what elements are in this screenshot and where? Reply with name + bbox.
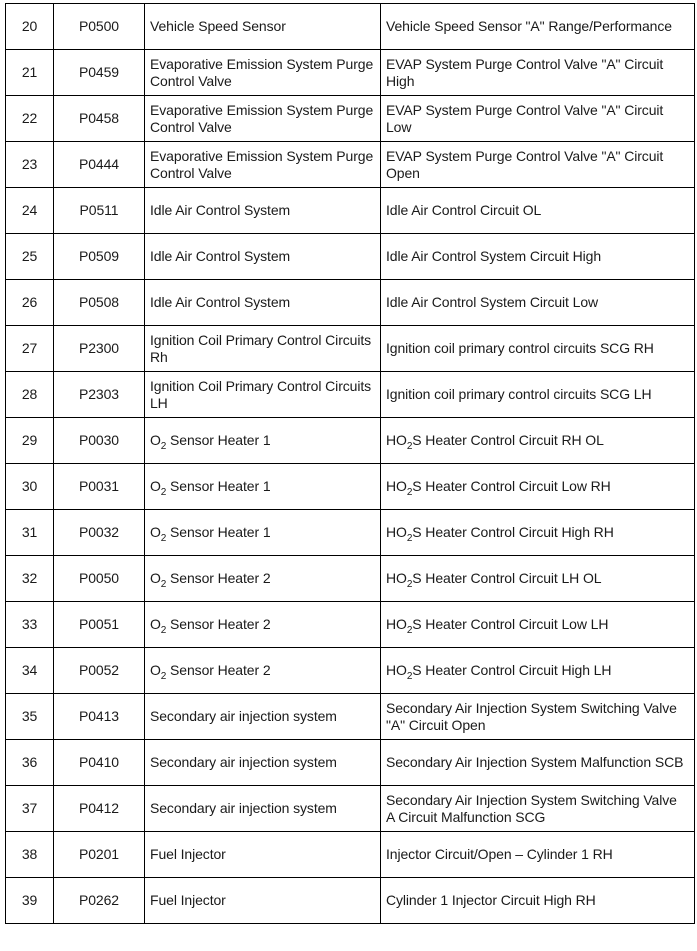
table-row	[6, 602, 695, 648]
component-name-subscript: 2	[160, 441, 167, 452]
table-row	[6, 556, 695, 602]
fault-description	[381, 510, 695, 556]
fault-description: EVAP System Purge Control Valve "A" Circuit High	[381, 50, 695, 96]
component-name-subscript: 2	[160, 671, 167, 682]
component-name: Evaporative Emission System Purge Control Valve	[145, 50, 381, 96]
dtc-code: P0032	[54, 510, 145, 556]
dtc-code: P2303	[54, 372, 145, 418]
row-number: 37	[6, 786, 54, 832]
fault-description-prefix: HO	[386, 524, 407, 540]
dtc-code: P0412	[54, 786, 145, 832]
table-row	[6, 50, 695, 96]
fault-description-prefix: HO	[386, 478, 407, 494]
row-number: 32	[6, 556, 54, 602]
row-number: 35	[6, 694, 54, 740]
table-row	[6, 878, 695, 924]
fault-description: Ignition coil primary control circuits SCG LH	[381, 372, 695, 418]
component-name-prefix: O	[150, 570, 161, 586]
component-name	[145, 556, 381, 602]
component-name-suffix: Sensor Heater 2	[166, 570, 271, 586]
fault-description: Secondary Air Injection System Malfunction SCB	[381, 740, 695, 786]
fault-description-prefix: HO	[386, 570, 407, 586]
dtc-code: P2300	[54, 326, 145, 372]
fault-description: Secondary Air Injection System Switching Valve A Circuit Malfunction SCG	[381, 786, 695, 832]
fault-description: Idle Air Control System Circuit High	[381, 234, 695, 280]
table-row	[6, 510, 695, 556]
table-row	[6, 740, 695, 786]
fault-description-subscript: 2	[406, 671, 413, 682]
dtc-code: P0508	[54, 280, 145, 326]
component-name-subscript: 2	[160, 579, 167, 590]
component-name-suffix: Sensor Heater 1	[166, 524, 271, 540]
dtc-code: P0500	[54, 4, 145, 50]
fault-description-suffix: S Heater Control Circuit LH OL	[412, 570, 602, 586]
table-row	[6, 188, 695, 234]
row-number: 31	[6, 510, 54, 556]
fault-description-suffix: S Heater Control Circuit Low LH	[412, 616, 609, 632]
dtc-code: P0444	[54, 142, 145, 188]
fault-description-prefix: HO	[386, 616, 407, 632]
table-row	[6, 464, 695, 510]
component-name-suffix: Sensor Heater 1	[166, 432, 271, 448]
table-row	[6, 96, 695, 142]
component-name: Idle Air Control System	[145, 280, 381, 326]
fault-description: EVAP System Purge Control Valve "A" Circuit Open	[381, 142, 695, 188]
row-number: 20	[6, 4, 54, 50]
fault-description-prefix: HO	[386, 662, 407, 678]
row-number: 26	[6, 280, 54, 326]
component-name	[145, 510, 381, 556]
row-number: 28	[6, 372, 54, 418]
component-name: Secondary air injection system	[145, 740, 381, 786]
component-name-subscript: 2	[160, 625, 167, 636]
dtc-code: P0031	[54, 464, 145, 510]
dtc-table-body	[6, 4, 695, 924]
table-row	[6, 832, 695, 878]
fault-description-suffix: S Heater Control Circuit High LH	[412, 662, 612, 678]
component-name-prefix: O	[150, 478, 161, 494]
dtc-code: P0201	[54, 832, 145, 878]
fault-description: Ignition coil primary control circuits SCG RH	[381, 326, 695, 372]
row-number: 36	[6, 740, 54, 786]
table-row	[6, 372, 695, 418]
component-name: Fuel Injector	[145, 832, 381, 878]
dtc-code: P0051	[54, 602, 145, 648]
fault-description: Idle Air Control Circuit OL	[381, 188, 695, 234]
fault-description	[381, 464, 695, 510]
table-row	[6, 326, 695, 372]
component-name	[145, 418, 381, 464]
component-name: Evaporative Emission System Purge Control Valve	[145, 96, 381, 142]
row-number: 34	[6, 648, 54, 694]
component-name: Ignition Coil Primary Control Circuits LH	[145, 372, 381, 418]
component-name-subscript: 2	[160, 533, 167, 544]
table-row	[6, 418, 695, 464]
dtc-code: P0262	[54, 878, 145, 924]
component-name-subscript: 2	[160, 487, 167, 498]
component-name: Ignition Coil Primary Control Circuits Rh	[145, 326, 381, 372]
dtc-table	[5, 3, 695, 924]
component-name	[145, 602, 381, 648]
row-number: 23	[6, 142, 54, 188]
table-row	[6, 4, 695, 50]
fault-description-suffix: S Heater Control Circuit High RH	[412, 524, 614, 540]
fault-description: Cylinder 1 Injector Circuit High RH	[381, 878, 695, 924]
fault-description	[381, 556, 695, 602]
fault-description-subscript: 2	[406, 441, 413, 452]
dtc-code: P0052	[54, 648, 145, 694]
component-name: Secondary air injection system	[145, 786, 381, 832]
row-number: 38	[6, 832, 54, 878]
fault-description-subscript: 2	[406, 625, 413, 636]
row-number: 33	[6, 602, 54, 648]
table-row	[6, 234, 695, 280]
component-name: Evaporative Emission System Purge Control Valve	[145, 142, 381, 188]
dtc-code: P0410	[54, 740, 145, 786]
fault-description-subscript: 2	[406, 579, 413, 590]
component-name: Secondary air injection system	[145, 694, 381, 740]
component-name-suffix: Sensor Heater 2	[166, 662, 271, 678]
fault-description	[381, 602, 695, 648]
row-number: 25	[6, 234, 54, 280]
component-name-prefix: O	[150, 432, 161, 448]
dtc-code: P0413	[54, 694, 145, 740]
fault-description-suffix: S Heater Control Circuit RH OL	[412, 432, 604, 448]
table-row	[6, 142, 695, 188]
row-number: 21	[6, 50, 54, 96]
dtc-code: P0030	[54, 418, 145, 464]
component-name-prefix: O	[150, 616, 161, 632]
dtc-code: P0050	[54, 556, 145, 602]
dtc-code: P0509	[54, 234, 145, 280]
component-name: Vehicle Speed Sensor	[145, 4, 381, 50]
table-row	[6, 648, 695, 694]
fault-description	[381, 418, 695, 464]
table-row	[6, 786, 695, 832]
dtc-code: P0458	[54, 96, 145, 142]
component-name-suffix: Sensor Heater 2	[166, 616, 271, 632]
fault-description	[381, 648, 695, 694]
fault-description: Vehicle Speed Sensor "A" Range/Performance	[381, 4, 695, 50]
row-number: 39	[6, 878, 54, 924]
fault-description-prefix: HO	[386, 432, 407, 448]
component-name-prefix: O	[150, 662, 161, 678]
row-number: 30	[6, 464, 54, 510]
fault-description: Idle Air Control System Circuit Low	[381, 280, 695, 326]
component-name: Idle Air Control System	[145, 188, 381, 234]
fault-description: Injector Circuit/Open – Cylinder 1 RH	[381, 832, 695, 878]
component-name: Idle Air Control System	[145, 234, 381, 280]
component-name	[145, 648, 381, 694]
row-number: 24	[6, 188, 54, 234]
dtc-code: P0511	[54, 188, 145, 234]
component-name-suffix: Sensor Heater 1	[166, 478, 271, 494]
table-row	[6, 280, 695, 326]
component-name: Fuel Injector	[145, 878, 381, 924]
fault-description: Secondary Air Injection System Switching Valve "A" Circuit Open	[381, 694, 695, 740]
row-number: 22	[6, 96, 54, 142]
fault-description: EVAP System Purge Control Valve "A" Circuit Low	[381, 96, 695, 142]
fault-description-subscript: 2	[406, 533, 413, 544]
fault-description-suffix: S Heater Control Circuit Low RH	[412, 478, 611, 494]
row-number: 29	[6, 418, 54, 464]
component-name	[145, 464, 381, 510]
component-name-prefix: O	[150, 524, 161, 540]
fault-description-subscript: 2	[406, 487, 413, 498]
row-number: 27	[6, 326, 54, 372]
dtc-code: P0459	[54, 50, 145, 96]
table-row	[6, 694, 695, 740]
